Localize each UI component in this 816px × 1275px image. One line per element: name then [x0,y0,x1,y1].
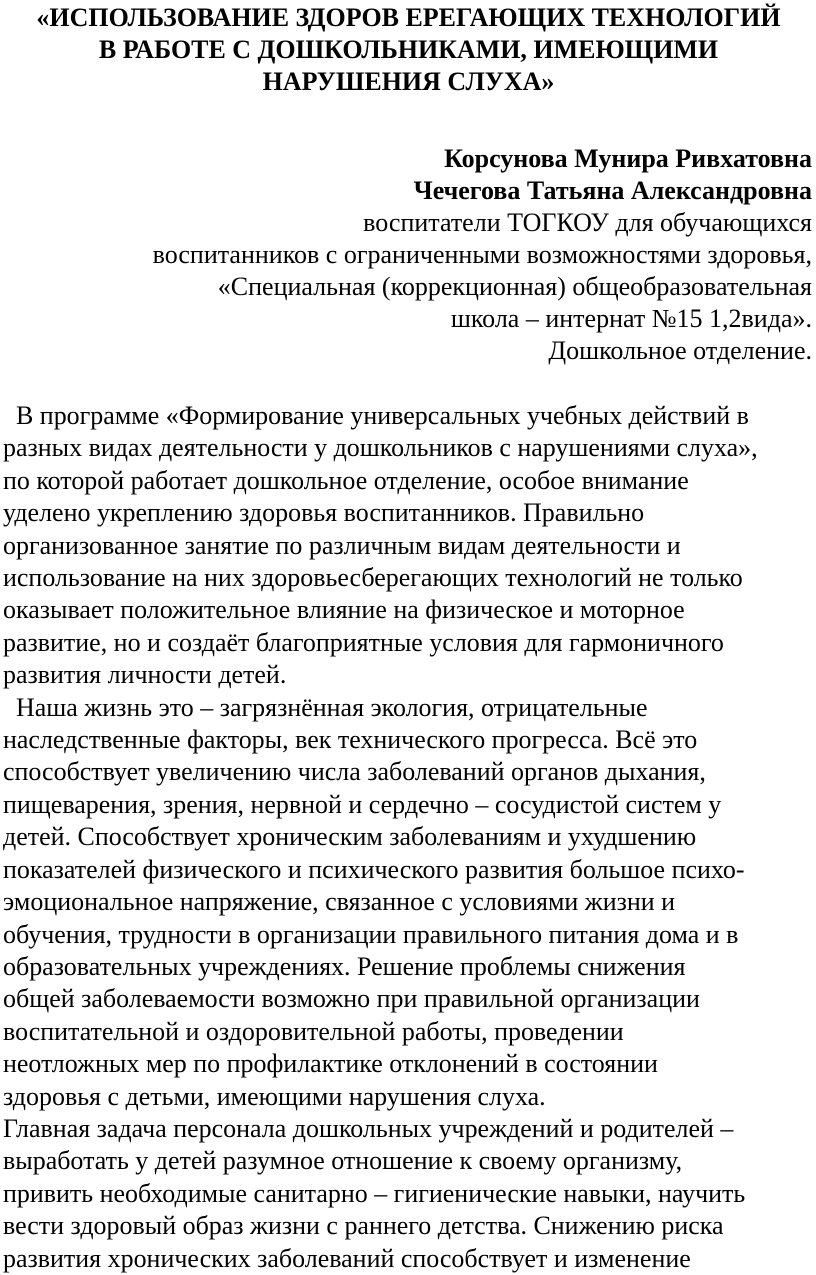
body-line: здоровья с детьми, имеющими нарушения слуха. [3,1081,546,1111]
body-line: развития личности детей. [3,660,287,690]
body-line: привить необходимые санитарно – гигиенические навыки, научить [3,1178,746,1208]
body-line: детей. Способствует хроническим заболеваниям и ухудшению [3,822,697,852]
document-title [3,2,814,98]
body-line: вести здоровый образ жизни с раннего детства. Снижению риска [3,1211,724,1241]
affiliation-line: воспитанников с ограниченными возможностями здоровья, [152,240,812,269]
author-block [3,143,814,367]
body-line: организованное занятие по различным видам деятельности и [3,530,681,560]
body-line: показателей физического и психического развития большое психо- [3,854,745,884]
body-line: способствует увеличению числа заболеваний органов дыхания, [3,757,706,787]
body-line: Главная задача персонала дошкольных учреждений и родителей – [3,1113,734,1143]
affiliation-line: воспитатели ТОГКОУ для обучающихся [363,208,812,237]
body-line: воспитательной и оздоровительной работы, проведении [3,1016,624,1046]
body-line: пищеварения, зрения, нервной и сердечно – сосудистой систем у [3,789,722,819]
body-line: Наша жизнь это – загрязнённая экология, отрицательные [3,692,648,722]
author-name: Корсунова Мунира Ривхатовна [444,144,812,173]
body-text [3,400,814,1275]
title-line: В РАБОТЕ С ДОШКОЛЬНИКАМИ, ИМЕЮЩИМИ [98,35,719,64]
body-line: выработать у детей разумное отношение к своему организму, [3,1146,683,1176]
body-line: уделено укреплению здоровья воспитанников. Правильно [3,498,645,528]
body-line: эмоциональное напряжение, связанное с условиями жизни и [3,887,676,917]
body-line: по которой работает дошкольное отделение, особое внимание [3,465,689,495]
author-name: Чечегова Татьяна Александровна [413,176,812,205]
body-line: разных видах деятельности у дошкольников с нарушениями слуха», [3,433,758,463]
body-line: развитие, но и создаёт благоприятные условия для гармоничного [3,627,724,657]
title-line: НАРУШЕНИЯ СЛУХА» [262,67,555,96]
affiliation-line: школа – интернат №15 1,2вида». [450,304,812,333]
affiliation-line: «Специальная (коррекционная) общеобразовательная [217,272,812,301]
body-line: общей заболеваемости возможно при правильной организации [3,984,700,1014]
title-line: «ИСПОЛЬЗОВАНИЕ ЗДОРОВ ЕРЕГАЮЩИХ ТЕХНОЛОГИЙ [36,3,781,32]
body-line: оказывает положительное влияние на физическое и моторное [3,595,685,625]
body-line: наследственные факторы, век технического прогресса. Всё это [3,725,698,755]
body-line: использование на них здоровьесберегающих технологий не только [3,563,743,593]
body-line: неотложных мер по профилактике отклонений в состоянии [3,1049,658,1079]
body-line: В программе «Формирование универсальных учебных действий в [3,401,749,430]
affiliation-line: Дошкольное отделение. [548,336,812,365]
body-line: образовательных учреждениях. Решение проблемы снижения [3,951,686,981]
body-line: обучения, трудности в организации правильного питания дома и в [3,919,739,949]
body-line: развития хронических заболеваний способствует и изменение [3,1243,691,1273]
